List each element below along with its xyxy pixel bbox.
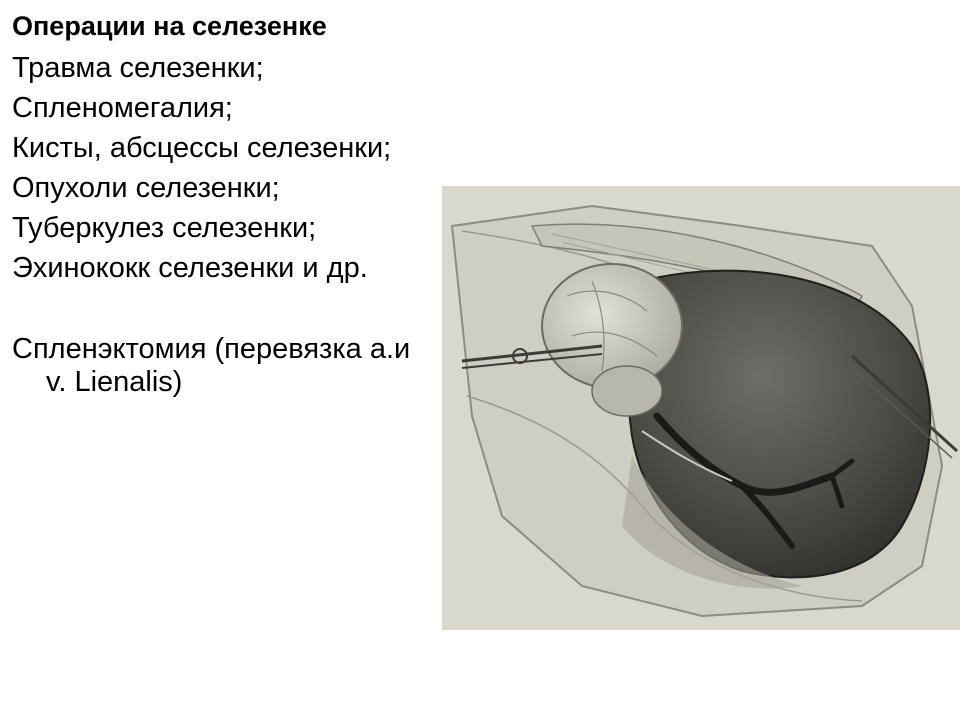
- list-item-tuberculosis: Туберкулез селезенки;: [12, 212, 317, 244]
- list-item-echinococcus: Эхинококк селезенки и др.: [12, 252, 368, 284]
- list-item-cysts: Кисты, абсцессы селезенки;: [12, 132, 392, 164]
- slide-title: Операции на селезенке: [12, 11, 327, 41]
- list-item-tumors: Опухоли селезенки;: [12, 172, 280, 204]
- text-column: [12, 10, 432, 406]
- spleen-illustration-icon: [442, 186, 960, 630]
- procedure-text: Спленэктомия (перевязка a.и v. Lienalis): [12, 333, 411, 398]
- list-item-splenomegaly: Спленомегалия;: [12, 92, 233, 124]
- list-item-trauma: Травма селезенки;: [12, 52, 264, 84]
